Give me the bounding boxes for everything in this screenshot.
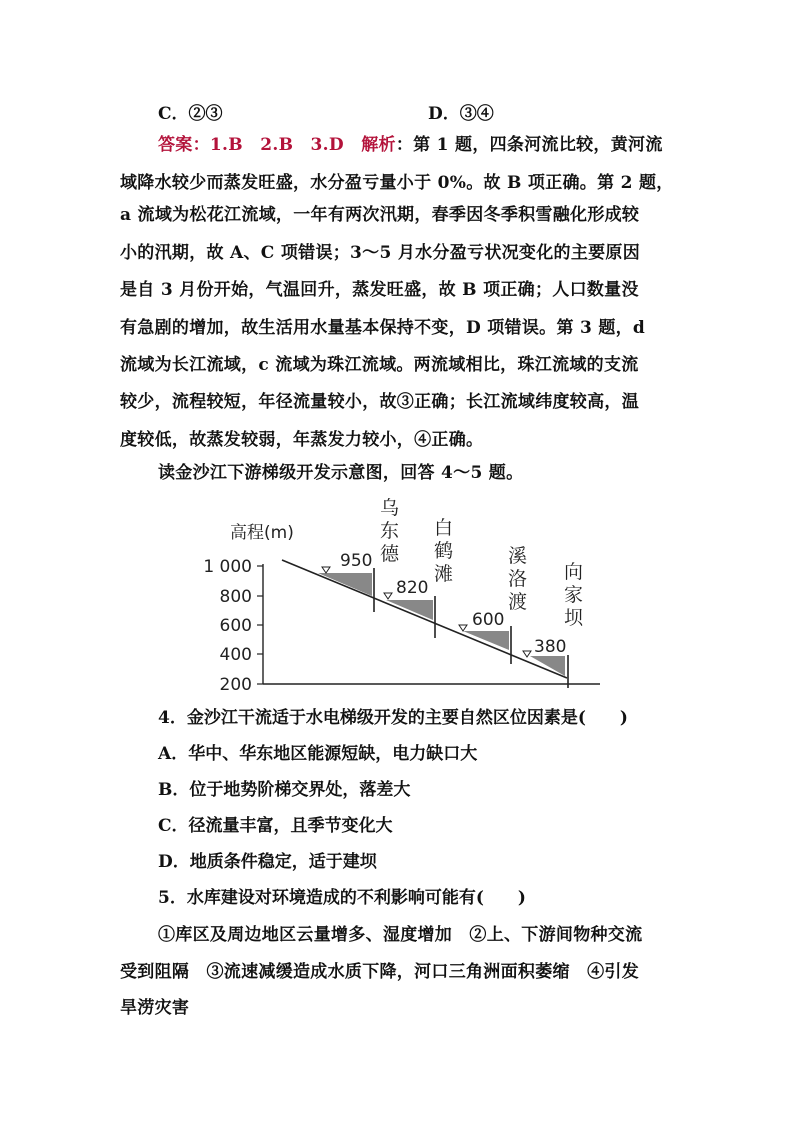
analysis-text-3: a 流域为松花江流域，一年有两次汛期，春季因冬季积雪融化形成较 xyxy=(120,205,640,225)
station-xiangjiaba-char-1: 向 xyxy=(564,561,584,583)
station-wudongde-char-2: 东 xyxy=(380,520,400,542)
q5-line-3: 旱涝灾害 xyxy=(120,998,190,1018)
analysis-text-5: 是自 3 月份开始，气温回升，蒸发旺盛，故 B 项正确；人口数量没 xyxy=(120,280,639,300)
station-xiluodu-char-3: 渡 xyxy=(508,591,528,613)
analysis-text-8: 较少，流程较短，年径流量较小，故③正确；长江流域纬度较高，温 xyxy=(120,392,639,412)
water-level-marker-1 xyxy=(322,567,330,573)
answer-keys: 1.B 2.B 3.D xyxy=(209,135,344,155)
analysis-text-9: 度较低，故蒸发较弱，年蒸发力较小，④正确。 xyxy=(120,430,484,450)
station-wudongde-char-1: 乌 xyxy=(380,497,400,519)
reservoir-wudongde xyxy=(318,573,372,596)
station-xiangjiaba-char-3: 坝 xyxy=(564,607,584,629)
q5-line-2: 受到阻隔 ③流速减缓造成水质下降，河口三角洲面积萎缩 ④引发 xyxy=(120,962,639,982)
tick-label-400: 400 xyxy=(219,645,252,665)
y-axis-title: 高程(m) xyxy=(230,523,294,543)
station-wudongde-char-3: 德 xyxy=(380,543,400,565)
water-level-marker-3 xyxy=(459,625,467,631)
reservoir-baihetan xyxy=(386,600,433,620)
station-xiluodu-char-1: 溪 xyxy=(508,545,528,567)
analysis-text-7: 流域为长江流域，c 流域为珠江流域。两流域相比，珠江流域的支流 xyxy=(120,355,639,375)
analysis-text-2: 域降水较少而蒸发旺盛，水分盈亏量小于 0%。故 B 项正确。第 2 题， xyxy=(120,173,674,193)
option-c-prev: C．②③ xyxy=(158,104,223,124)
tick-label-1000: 1 000 xyxy=(203,557,252,577)
analysis-label: 解析 xyxy=(361,135,396,155)
tick-label-600: 600 xyxy=(219,616,252,636)
tick-label-200: 200 xyxy=(219,675,252,695)
tick-label-800: 800 xyxy=(219,587,252,607)
question-4-stem: 4．金沙江干流适于水电梯级开发的主要自然区位因素是( ) xyxy=(158,708,628,728)
reservoir-xiluodu xyxy=(463,631,509,650)
option-d-prev: D．③④ xyxy=(428,104,494,124)
level-label-820: 820 xyxy=(396,578,429,598)
station-baihetan-char-3: 滩 xyxy=(434,563,454,585)
station-baihetan-char-1: 白 xyxy=(434,517,454,539)
station-baihetan-char-2: 鹤 xyxy=(434,540,454,562)
q4-option-b: B．位于地势阶梯交界处，落差大 xyxy=(158,780,411,800)
level-label-600: 600 xyxy=(472,610,505,630)
analysis-text-1: ：第 1 题，四条河流比较，黄河流 xyxy=(395,135,663,155)
station-xiangjiaba-char-2: 家 xyxy=(564,584,584,606)
reservoir-xiangjiaba xyxy=(530,656,565,676)
intro-text: 读金沙江下游梯级开发示意图，回答 4～5 题。 xyxy=(158,463,524,483)
water-level-marker-4 xyxy=(523,651,531,657)
level-label-380: 380 xyxy=(534,637,567,657)
cascade-diagram xyxy=(200,492,620,697)
q4-option-d: D．地质条件稳定，适于建坝 xyxy=(158,852,377,872)
answer-label: 答案： xyxy=(158,135,210,155)
station-xiluodu-char-2: 洛 xyxy=(508,568,528,590)
q5-line-1: ①库区及周边地区云量增多、湿度增加 ②上、下游间物种交流 xyxy=(158,925,643,945)
level-label-950: 950 xyxy=(340,551,373,571)
q4-option-c: C．径流量丰富，且季节变化大 xyxy=(158,816,393,836)
water-level-marker-2 xyxy=(384,593,392,599)
analysis-text-4: 小的汛期，故 A、C 项错误；3～5 月水分盈亏状况变化的主要原因 xyxy=(120,243,641,263)
answer-line-1 xyxy=(120,135,676,155)
analysis-text-6: 有急剧的增加，故生活用水量基本保持不变，D 项错误。第 3 题，d xyxy=(120,318,646,338)
question-5-stem: 5．水库建设对环境造成的不利影响可能有( ) xyxy=(158,888,526,908)
q4-option-a: A．华中、华东地区能源短缺，电力缺口大 xyxy=(158,744,478,764)
